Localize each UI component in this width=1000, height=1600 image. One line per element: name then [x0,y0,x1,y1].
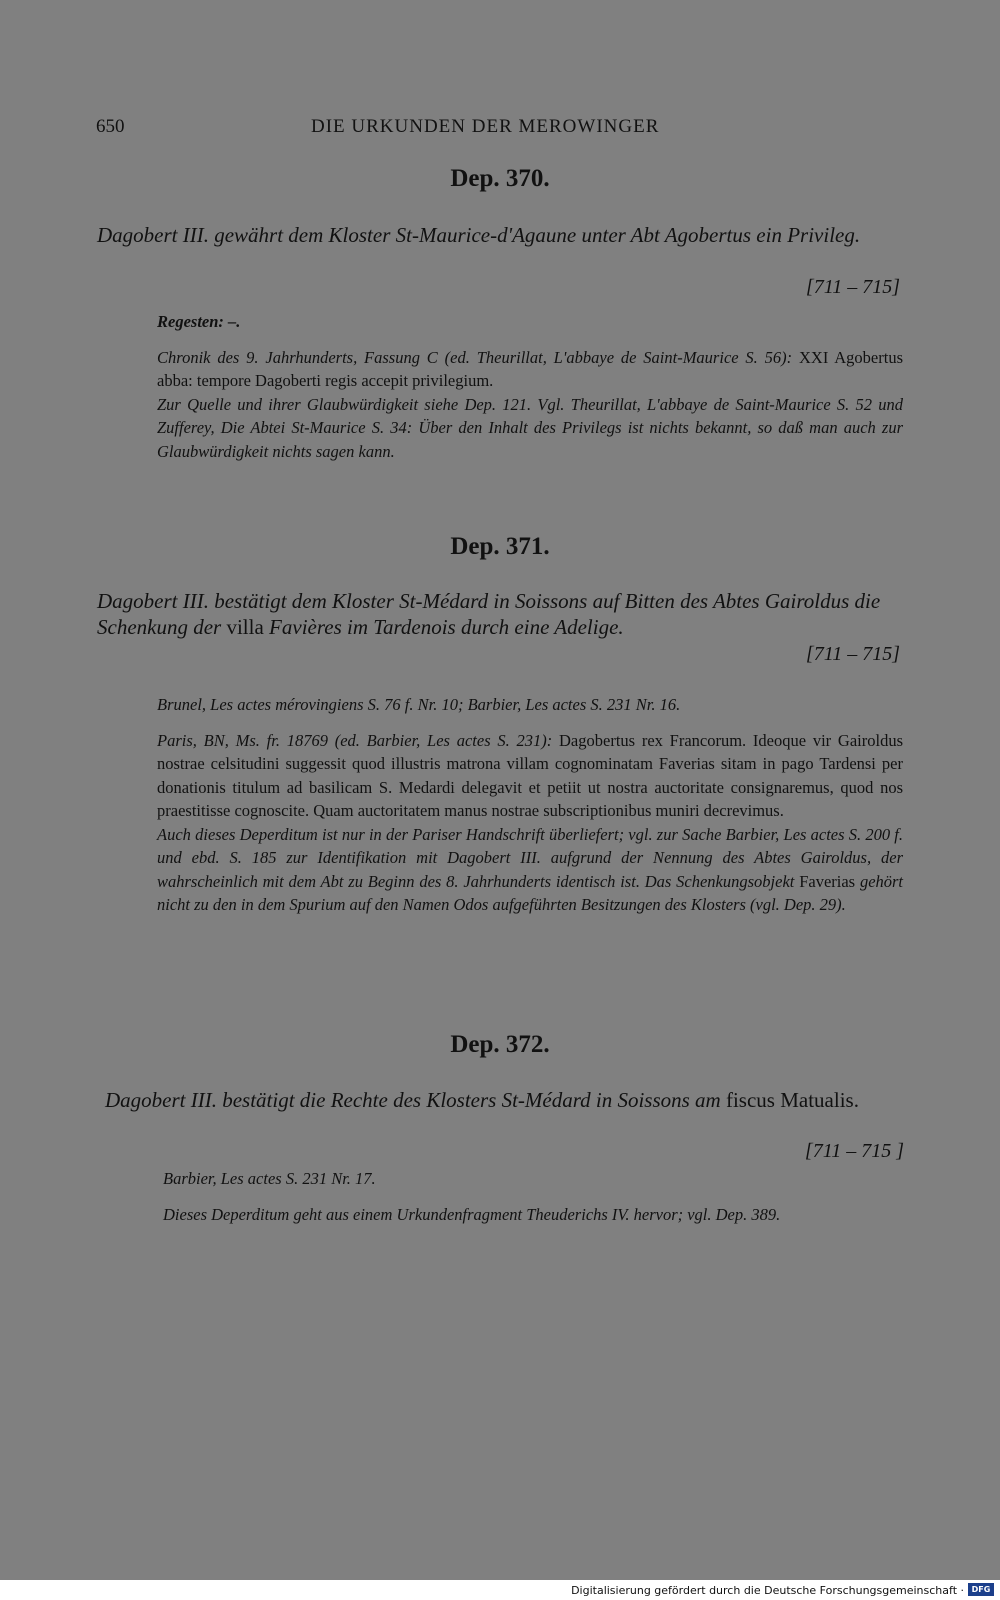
dep-371-apparatus [157,693,903,917]
dep-371-date: [711 – 715] [805,643,900,665]
footer-credit: Digitalisierung gefördert durch die Deutsche Forschungsgemeinschaft · [571,1584,964,1597]
dep-371-summary-villa: villa [226,615,264,639]
dep-371-summary [97,588,903,640]
dep-370-summary: Dagobert III. gewährt dem Kloster St-Maurice-d'Agaune unter Abt Agobertus ein Privileg. [97,223,861,247]
dep-371-commentary-part1: Auch dieses Deperditum ist nur in der Pariser Handschrift überliefert; vgl. zur Sache Barbier, Les actes S. 200 f. und ebd. S. 185 zur Identifikation mit Dagobert III. aufgrund der Nennung des Abtes Gairoldus, der wahrscheinlich mit dem Abt zu Beginn des 8. Jahrhunderts identisch ist. Das Schenkungsobjekt [157,824,903,891]
dep-372-summary-part1: Dagobert III. bestätigt die Rechte des Klosters St-Médard in Soissons am [105,1088,721,1112]
dep-370-source [157,346,903,393]
dep-372-commentary: Dieses Deperditum geht aus einem Urkundenfragment Theuderichs IV. hervor; vgl. Dep. 389. [163,1204,781,1224]
dep-371-commentary-faverias: Faverias [799,871,856,891]
dep-370-apparatus [157,310,903,463]
dep-371-summary-part1: Dagobert III. bestätigt dem Kloster St-Médard in Soissons auf Bitten des Abtes Gairoldus die Schenkung der [97,589,881,639]
dep-370-commentary: Zur Quelle und ihrer Glaubwürdigkeit siehe Dep. 121. Vgl. Theurillat, L'abbaye de Saint-Maurice S. 52 und Zufferey, Die Abtei St-Maurice S. 34: Über den Inhalt des Privilegs ist nichts bekannt, so daß man auch zur Glaubwürdigkeit nichts sagen kann. [157,394,903,461]
dep-372-apparatus [163,1167,903,1226]
dep-372-summary-fiscus: fiscus Matualis. [725,1088,859,1112]
dep-371-commentary-part2: gehört nicht zu den in dem Spurium auf den Namen Odos aufgeführten Besitzungen des Klosters (vgl. Dep. 29). [157,871,904,914]
dep-372-summary [105,1087,905,1113]
dep-371-commentary [157,823,903,917]
dep-370-regesten: Regesten: –. [157,312,241,331]
dep-370-source-text: XXI Agobertus abba: tempore Dagoberti regis accepit privilegium. [157,347,903,390]
dfg-logo: DFG [968,1583,994,1596]
dep-371-summary-part2: Favières im Tardenois durch eine Adelige. [269,615,624,639]
dep-371-literature: Brunel, Les actes mérovingiens S. 76 f. Nr. 10; Barbier, Les actes S. 231 Nr. 16. [157,695,681,714]
dep-370-source-citation: Chronik des 9. Jahrhunderts, Fassung C (ed. Theurillat, L'abbaye de Saint-Maurice S. 56): [157,347,793,367]
dep-371-source-text: Dagobertus rex Francorum. Ideoque vir Gairoldus nostrae celsitudini suggessit quod illustris matrona villam cognominatam Faverias sitam in pago Tardensi per donationis titulum ad basilicam S. Medardi delegavit et petiit ut nostra auctoritate consignaremus, quod nos praestitisse cognoscite. Quam auctoritatem manus nostrae subscriptionibus muniri decrevimus. [157,730,903,820]
dep-371-source [157,729,903,823]
dep-371-source-citation: Paris, BN, Ms. fr. 18769 (ed. Barbier, Les actes S. 231): [157,730,553,750]
dep-372-heading: Dep. 372. [450,1031,550,1058]
footer-bar [0,1580,1000,1600]
dep-370-date: [711 – 715] [805,276,900,298]
running-title: DIE URKUNDEN DER MEROWINGER [311,116,660,137]
page-number: 650 [96,116,125,137]
dep-372-date: [711 – 715 ] [804,1140,904,1162]
running-head [96,116,896,146]
dep-371-heading: Dep. 371. [450,533,550,560]
dep-370-heading: Dep. 370. [450,165,550,192]
dep-372-literature: Barbier, Les actes S. 231 Nr. 17. [163,1169,376,1188]
